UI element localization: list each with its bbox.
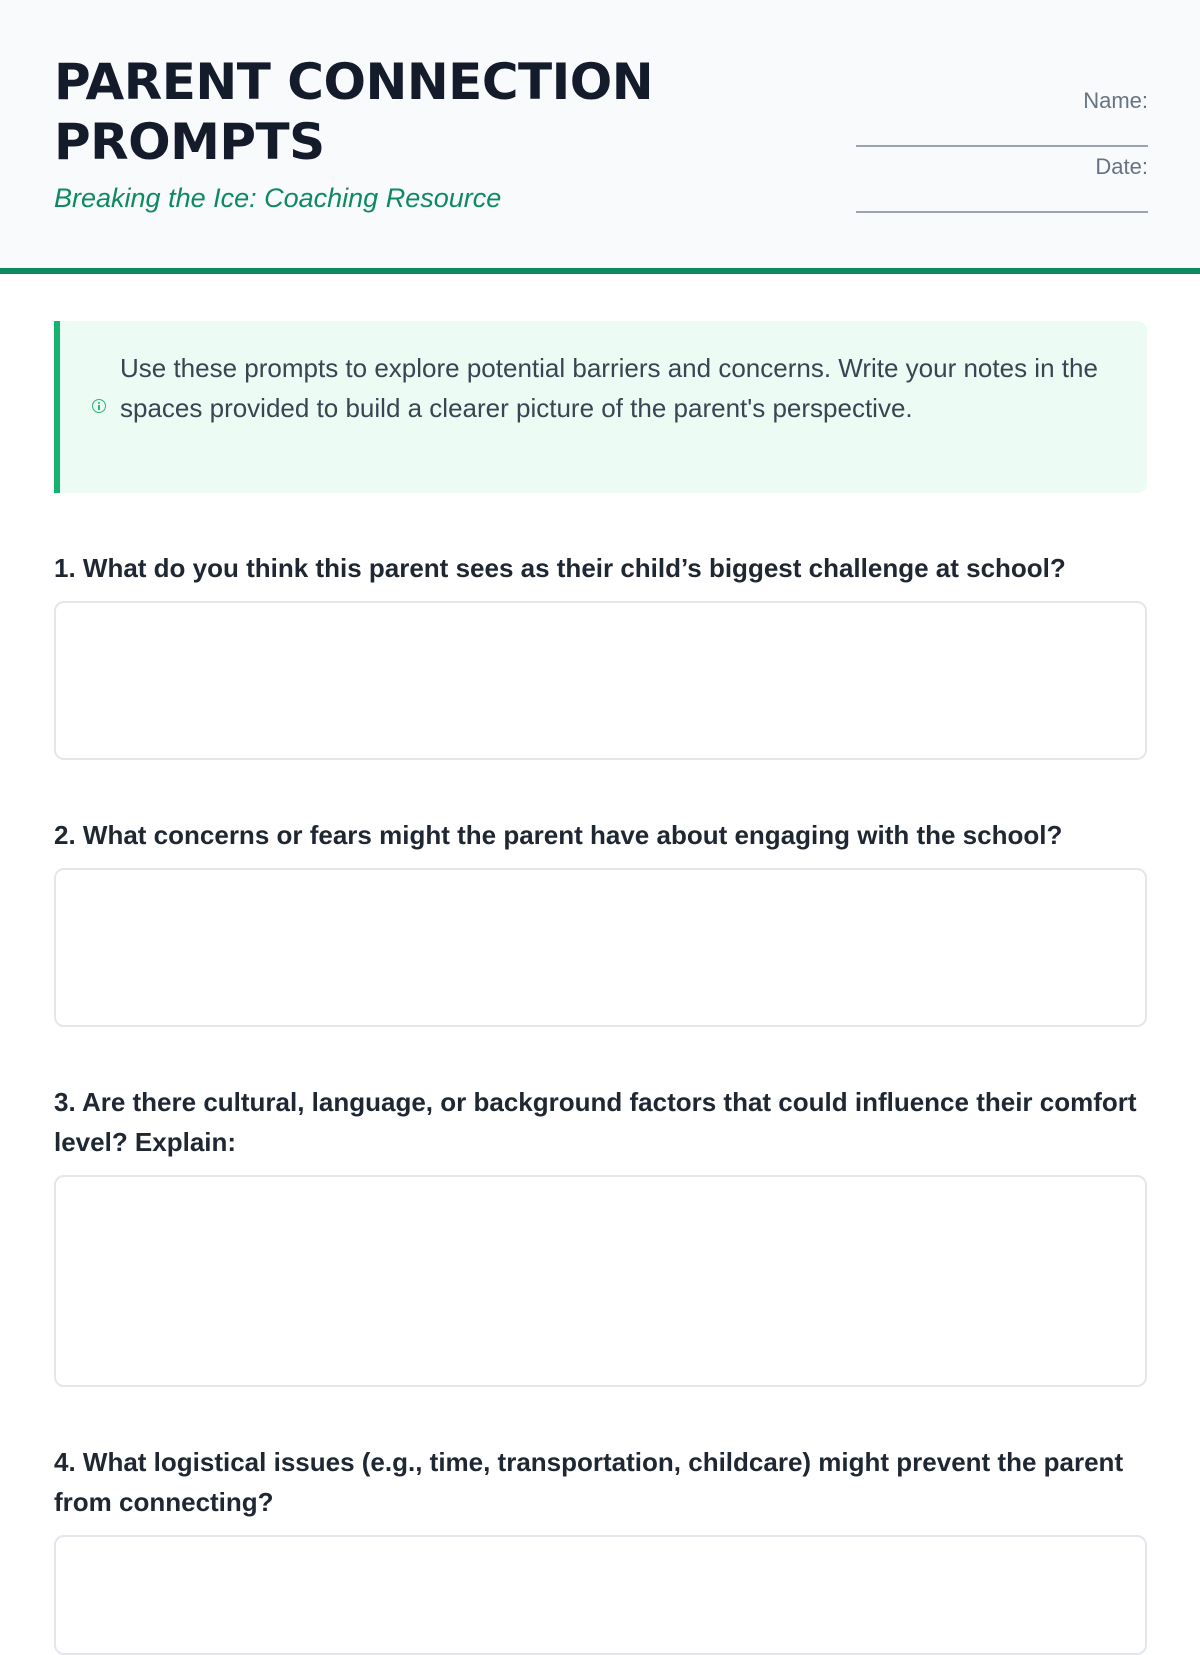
page-title: PARENT CONNECTION PROMPTS [54, 53, 654, 171]
question-2: 2. What concerns or fears might the parent have about engaging with the school? [54, 820, 1063, 850]
answer-box-4[interactable] [54, 1535, 1147, 1655]
date-field[interactable] [856, 154, 1148, 220]
name-date-fields [856, 88, 1148, 220]
question-3: 3. Are there cultural, language, or background factors that could influence their comfort level? Explain: [54, 1087, 1137, 1157]
intro-callout [54, 321, 1147, 493]
answer-box-2[interactable] [54, 868, 1147, 1027]
name-label: Name: [1083, 88, 1148, 113]
date-label: Date: [1095, 154, 1148, 179]
page-header [0, 0, 1200, 274]
answer-box-3[interactable] [54, 1175, 1147, 1387]
date-write-line[interactable] [856, 211, 1148, 213]
info-icon [92, 399, 106, 413]
answer-box-1[interactable] [54, 601, 1147, 760]
intro-text: Use these prompts to explore potential barriers and concerns. Write your notes in the spaces provided to build a clearer picture of the parent's perspective. [120, 353, 1098, 423]
question-4: 4. What logistical issues (e.g., time, transportation, childcare) might prevent the parent from connecting? [54, 1447, 1124, 1517]
name-write-line[interactable] [856, 145, 1148, 147]
name-field[interactable] [856, 88, 1148, 154]
page-subtitle: Breaking the Ice: Coaching Resource [54, 183, 502, 213]
question-1: 1. What do you think this parent sees as their child’s biggest challenge at school? [54, 553, 1066, 583]
